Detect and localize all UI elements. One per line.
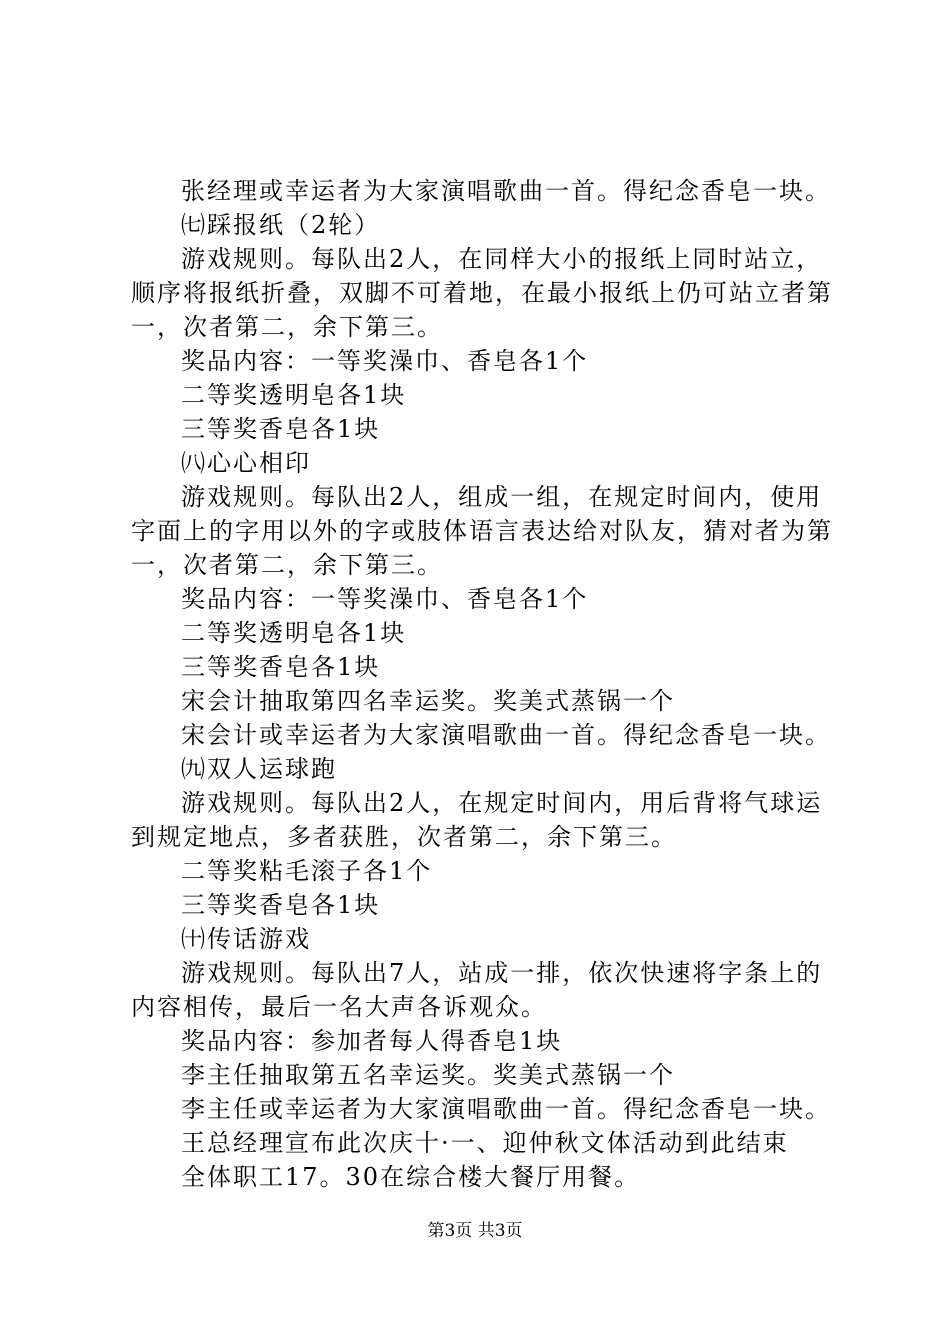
- text-line: 二等奖透明皂各1块: [181, 381, 407, 409]
- text-line: 游戏规则。每队出2人，组成一组，在规定时间内，使用: [181, 483, 823, 511]
- text-line: 一，次者第二，余下第三。: [131, 313, 443, 341]
- text-line: 王总经理宣布此次庆十·一、迎仲秋文体活动到此结束: [181, 1129, 789, 1157]
- text-line: 李主任抽取第五名幸运奖。奖美式蒸锅一个: [181, 1061, 675, 1089]
- text-line: ㈧心心相印: [181, 449, 311, 477]
- text-line: 张经理或幸运者为大家演唱歌曲一首。得纪念香皂一块。: [181, 177, 831, 205]
- text-line: 三等奖香皂各1块: [181, 415, 381, 443]
- text-line: 二等奖透明皂各1块: [181, 619, 407, 647]
- text-line: ㈩传话游戏: [181, 925, 311, 953]
- text-line: ㈦踩报纸（2轮）: [181, 211, 381, 239]
- text-line: 游戏规则。每队出7人，站成一排，依次快速将字条上的: [181, 959, 823, 987]
- text-line: 内容相传，最后一名大声各诉观众。: [131, 993, 547, 1021]
- text-line: 一，次者第二，余下第三。: [131, 551, 443, 579]
- text-line: 宋会计抽取第四名幸运奖。奖美式蒸锅一个: [181, 687, 675, 715]
- text-line: 三等奖香皂各1块: [181, 891, 381, 919]
- text-line: 奖品内容：参加者每人得香皂1块: [181, 1027, 563, 1055]
- text-line: 三等奖香皂各1块: [181, 653, 381, 681]
- text-line: 到规定地点，多者获胜，次者第二，余下第三。: [131, 823, 677, 851]
- text-line: ㈨双人运球跑: [181, 755, 337, 783]
- text-line: 顺序将报纸折叠，双脚不可着地，在最小报纸上仍可站立者第: [131, 279, 833, 307]
- text-line: 全体职工17。30在综合楼大餐厅用餐。: [181, 1163, 641, 1191]
- page-footer: 第3页 共3页: [427, 1221, 523, 1241]
- text-line: 字面上的字用以外的字或肢体语言表达给对队友，猜对者为第: [131, 517, 833, 545]
- text-line: 游戏规则。每队出2人，在同样大小的报纸上同时站立，: [181, 245, 823, 273]
- text-line: 奖品内容：一等奖澡巾、香皂各1个: [181, 585, 589, 613]
- document-body: [131, 174, 831, 1194]
- text-line: 二等奖粘毛滚子各1个: [181, 857, 433, 885]
- text-line: 游戏规则。每队出2人，在规定时间内，用后背将气球运: [181, 789, 823, 817]
- text-line: 宋会计或幸运者为大家演唱歌曲一首。得纪念香皂一块。: [181, 721, 831, 749]
- text-line: 李主任或幸运者为大家演唱歌曲一首。得纪念香皂一块。: [181, 1095, 831, 1123]
- text-line: 奖品内容：一等奖澡巾、香皂各1个: [181, 347, 589, 375]
